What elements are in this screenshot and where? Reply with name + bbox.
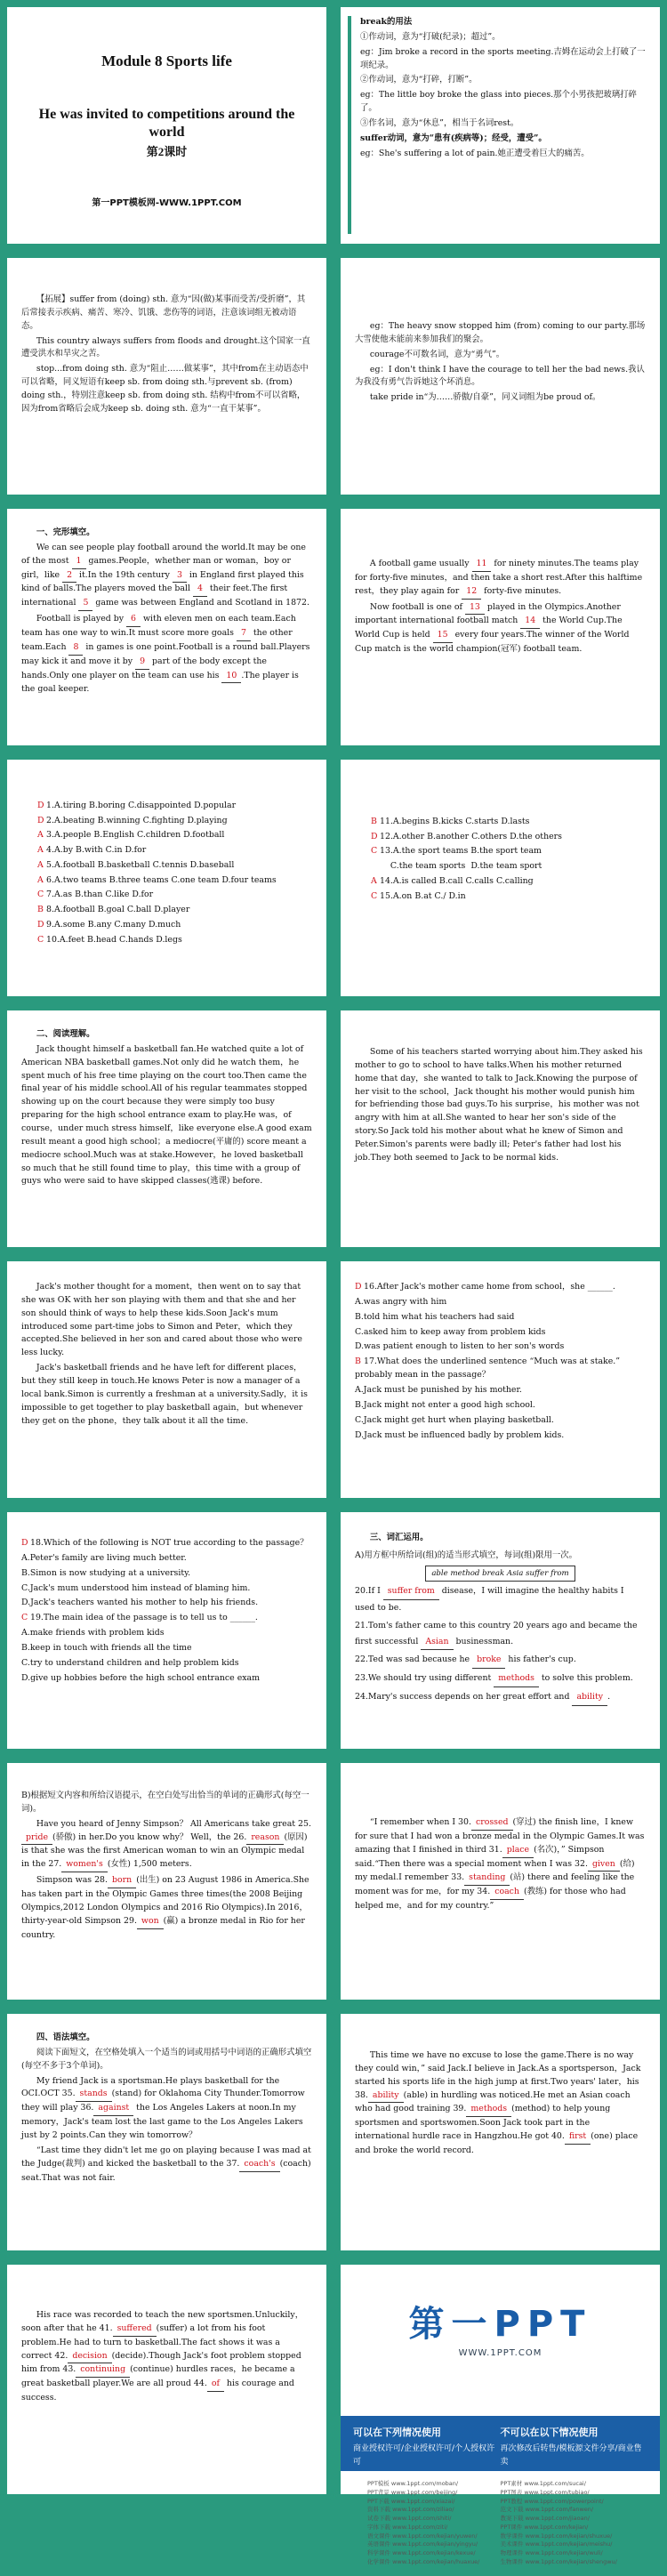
sentence: 21.Tom's father came to this country 20 years ago and became the first successful Asian businessman. xyxy=(355,1618,646,1651)
slide-grammar-fill-2 xyxy=(341,2014,660,2250)
slide-break-usage xyxy=(341,7,660,244)
answer-28[interactable]: born xyxy=(108,1874,136,1888)
question-option[interactable]: D.give up hobbies before the high school entrance exam xyxy=(21,1672,261,1683)
answer-38[interactable]: ability xyxy=(368,2089,404,2104)
blank-13[interactable]: 13 xyxy=(465,601,485,616)
site-credit: 第一PPT模板网-WWW.1PPT.COM xyxy=(92,198,242,209)
answer-40[interactable]: first xyxy=(565,2130,591,2145)
resource-link[interactable]: 试卷下载 www.1ppt.com/shiti/ xyxy=(367,2515,452,2522)
blank-11[interactable]: 11 xyxy=(472,558,492,572)
resource-link[interactable]: 字体下载 www.1ppt.com/ziti/ xyxy=(367,2523,448,2531)
passage: Some of his teachers started worrying about him.They asked his mother to go to school to have talks.When his mother returned home that day，she wanted to talk to Jack.Knowing the purpose of her visit to the school，Jack thought his mother would punish him for befriending those bad guys.To his surprise，his mother was not angry with him at all.She wanted to hear her son's side of the story.So Jack told his mother about what he knew of Simon and Peter.Simon's parents were badly ill; Peter's father had lost his job.They both seemed to Jack to be normal kids. xyxy=(355,1047,643,1163)
option-row[interactable]: D 2.A.beating B.winning C.fighting D.playing xyxy=(37,815,228,825)
brand-logo: 第一PPT xyxy=(408,2304,592,2345)
passage: Football is played by 6 with eleven men on each team.Each team has one way to win.It must score more goals 7 the other team.Each 8 in games is one point.Football is a round ball.Players may kick it and move it by 9 part of the body except the hands.Only one player on the team can use his 10 .The player is the goal keeper. xyxy=(21,614,310,695)
slide-reading-2 xyxy=(341,1010,660,1247)
option-row[interactable]: A 6.A.two teams B.three teams C.one team D.four teams xyxy=(37,874,277,885)
paragraph: 【拓展】suffer from (doing) sth. 意为“因(做)某事而受苦/受折磨”，其后常接表示疾病、痛苦、寒冷、饥饿、悲伤等的词语，注意该词组无被动语态。 xyxy=(21,294,306,331)
answer-31[interactable]: place xyxy=(502,1844,534,1858)
instruction: 阅读下面短文，在空格处填入一个适当的词或用括号中词语的正确形式填空(每空不多于3个单词)。 xyxy=(21,2047,312,2071)
passage: This time we have no excuse to lose the game.There is no way they could win，” said Jack.I believe in Jack.As a sportsperson，Jack started his sports life in the high jump at first.Two years' later，his 38. ability (able) in hurdling was noticed.He met an Asian coach who had good training 39. methods (method) to help young sportsmen and sportswomen.Soon Jack took part in the international hurdle race in Hangzhou.He got 40. first (one) place and broke the world record. xyxy=(355,2050,641,2156)
text-line: eg：She's suffering a lot of pain.她正遭受着巨大的痛苦。 xyxy=(360,148,590,158)
question-option[interactable]: B.Jack might not enter a good high school. xyxy=(355,1399,535,1410)
answer-30[interactable]: crossed xyxy=(471,1816,513,1831)
question-option[interactable]: D.Jack's teachers wanted his mother to help his friends. xyxy=(21,1598,259,1608)
slide-cloze-1 xyxy=(7,509,326,745)
slide-reading-1 xyxy=(7,1010,326,1247)
passage: “Last time they didn't let me go on playing because I was mad at the Judge(裁判) and kicked the basketball to the 37. coach's (coach) seat.That was not fair. xyxy=(21,2145,311,2183)
question: C 19.The main idea of the passage is to tell us to ______. xyxy=(21,1613,258,1623)
passage: Have you heard of Jenny Simpson？ All Americans take great 25.pride (骄傲) in her.Do you know why？ Well，the 26. reason (原因) is that she was the first American woman to win an Olympic medal in the 27. women's (女性) 1,500 meters. xyxy=(21,1818,312,1872)
instruction: B)根据短文内容和所给汉语提示，在空白处写出恰当的单词的正确形式(每空一词)。 xyxy=(21,1791,309,1814)
question: D 16.After Jack's mother came home from school，she ______. xyxy=(355,1282,615,1292)
option-row[interactable]: D 12.A.other B.another C.others D.the others xyxy=(371,831,562,841)
passage: My friend Jack is a sportsman.He plays basketball for the OCI.OCT 35. stands (stand) for Oklahoma City Thunder.Tomorrow they will play 36. against the Los Angeles Lakers at noon.In my memory，Jack's team lost the last game to the Los Angeles Lakers just by 2 points.Can they win tomorrow？ xyxy=(21,2075,305,2141)
answer-21[interactable]: Asian xyxy=(421,1634,453,1651)
license-band xyxy=(341,2416,660,2471)
resource-link[interactable]: 英语课件 www.1ppt.com/kejian/yingyu/ xyxy=(367,2540,478,2548)
option-row[interactable]: A 5.A.football B.basketball C.tennis D.baseball xyxy=(37,859,235,870)
slide-passage-fill-2 xyxy=(341,1763,660,2000)
slide-options-2 xyxy=(341,760,660,996)
option-row[interactable]: A 3.A.people B.English C.children D.football xyxy=(37,830,225,841)
blank-5[interactable]: 5 xyxy=(78,597,92,611)
answer-20[interactable]: suffer from xyxy=(383,1583,439,1600)
question-option[interactable]: A.was angry with him xyxy=(355,1296,447,1307)
brand-url[interactable]: WWW.1PPT.COM xyxy=(458,2348,542,2358)
text-line: eg：The little boy broke the glass into pieces.那个小男孩把玻璃打碎了。 xyxy=(360,90,637,114)
answer-27[interactable]: women's xyxy=(61,1858,108,1872)
paragraph: stop...from doing sth. 意为“阻止……做某事”，其中from在主动语态中可以省略，同义短语有keep sb. from doing sth.与prevent sb. (from) doing sth.，特别注意keep sb. from doing sth. 结构中from不可以省略，因为from省略后会成为keep sb. doing sth. 意为“一直干某事”。 xyxy=(21,364,309,414)
passage: We can see people play football around the world.It may be one of the most 1 games.People，whether man or woman，boy or girl，like 2 it.In the 19th century 3 in England first played this kind of balls.The players moved the ball 4 their feet.The first international 5 game was between England and Scotland in 1872. xyxy=(21,542,312,611)
answer-36[interactable]: against xyxy=(93,2102,133,2116)
answer-37[interactable]: coach's xyxy=(239,2158,279,2172)
question-option[interactable]: C.asked him to keep away from problem kids xyxy=(355,1326,546,1337)
blank-7[interactable]: 7 xyxy=(237,627,251,641)
answer-23[interactable]: methods xyxy=(494,1670,539,1687)
answer-44[interactable]: of xyxy=(207,2378,224,2392)
text-line: break的用法 xyxy=(360,17,413,27)
blank-3[interactable]: 3 xyxy=(173,569,187,584)
resource-link[interactable]: 化学课件 www.1ppt.com/kejian/huaxue/ xyxy=(367,2557,480,2565)
question-option[interactable]: A.Jack must be punished by his mother. xyxy=(355,1385,522,1396)
resource-link[interactable]: PPT教程 www.1ppt.com/powerpoint/ xyxy=(500,2497,604,2505)
answer-43[interactable]: continuing xyxy=(76,2363,130,2378)
question-option[interactable]: D.was patient enough to listen to her son's words xyxy=(355,1341,565,1352)
resource-link[interactable]: PPT课件 www.1ppt.com/kejian/ xyxy=(500,2523,589,2531)
question-option[interactable]: D.Jack must be influenced badly by problem kids. xyxy=(355,1429,565,1440)
slide-passage-fill-1 xyxy=(7,1763,326,2000)
slide-grammar-fill-1 xyxy=(7,2014,326,2250)
passage: Simpson was 28. born (出生) on 23 August 1986 in America.She has taken part in the Olympic Games three times(the 2008 Beijing Olympics,2012 London Olympics and 2016 Rio Olympics).In 2016，thirty-year-old Simpson 29. won (赢) a bronze medal in Rio for her country. xyxy=(21,1875,309,1940)
slide-questions-16-17 xyxy=(341,1261,660,1498)
answer-24[interactable]: ability xyxy=(572,1689,607,1706)
passage: His race was recorded to teach the new sportsmen.Unluckily，soon after that he 41. suffered (suffer) a lot from his foot problem.He had to turn to basketball.The fact shows it was a correct 42. decision (decide).Though Jack's foot problem stopped him from 43. continuing (continue) hurdles races，he became a great basketball player.We are all proud 44. of his courage and success. xyxy=(21,2310,304,2403)
resource-link[interactable]: 教案下载 www.1ppt.com/jiaoan/ xyxy=(500,2515,590,2522)
link-list xyxy=(341,2471,660,2576)
resource-link[interactable]: 科学课件 www.1ppt.com/kejian/kexue/ xyxy=(367,2549,476,2556)
paragraph: take pride in“为……骄傲/自豪”，同义词组为be proud of。 xyxy=(369,392,601,403)
allowed-text: 商业授权许可/企业授权许可/个人授权许可 xyxy=(353,2444,495,2467)
instruction: A)用方框中所给词(组)的适当形式填空，每词(组)限用一次。 xyxy=(355,1550,578,1560)
resource-link[interactable]: 资料下载 www.1ppt.com/ziliao/ xyxy=(367,2506,454,2514)
slide-cloze-2 xyxy=(341,509,660,745)
text-line: ②作动词，意为“打碎，打断”。 xyxy=(360,75,478,85)
resource-link[interactable]: PPT下载 www.1ppt.com/xiazai/ xyxy=(367,2497,455,2505)
option-row[interactable]: C 13.A.the sport teams B.the sport team xyxy=(371,846,542,857)
question-option[interactable]: C.Jack's mum understood him instead of blaming him. xyxy=(21,1582,251,1593)
blank-14[interactable]: 14 xyxy=(520,615,540,629)
slide-reading-3 xyxy=(7,1261,326,1498)
slide-options-1 xyxy=(7,760,326,996)
blank-12[interactable]: 12 xyxy=(462,585,481,600)
question-option[interactable]: A.Peter's family are living much better. xyxy=(21,1552,187,1563)
passage: A football game usually 11 for ninety minutes.The teams play for forty-five minutes，and then take a short rest.After this halftime rest，they play again for 12 forty-five minutes. xyxy=(355,558,646,600)
text-line: ③作名词，意为“休息”，相当于名词rest。 xyxy=(360,118,519,129)
blank-2[interactable]: 2 xyxy=(62,569,76,584)
passage: Jack's mother thought for a moment，then went on to say that she was OK with her son playing with them and that she and her son should think of ways to help these kids.Soon Jack's mum introduced some part-time jobs to Simon and Peter，which they accepted.She believed in her son and cared about those who were less lucky. xyxy=(21,1282,302,1358)
answer-35[interactable]: stands xyxy=(76,2088,112,2102)
option-row[interactable]: C 7.A.as B.than C.like D.for xyxy=(37,890,154,900)
paragraph: eg：I don't think I have the courage to tell her the bad news.我认为我没有勇气告诉她这个坏消息。 xyxy=(355,364,645,388)
question-option[interactable]: B.told him what his teachers had said xyxy=(355,1311,515,1322)
answer-29[interactable]: won xyxy=(137,1915,164,1929)
blank-15[interactable]: 15 xyxy=(433,629,453,643)
question-option[interactable]: A.make friends with problem kids xyxy=(21,1628,165,1638)
blank-6[interactable]: 6 xyxy=(126,613,141,627)
section-heading: 一、完形填空。 xyxy=(36,527,95,537)
slide-logo xyxy=(341,2265,660,2565)
blank-10[interactable]: 10 xyxy=(221,670,241,684)
slide-suffer-from xyxy=(7,258,326,495)
resource-link[interactable]: 范文下载 www.1ppt.com/fanwen/ xyxy=(500,2506,594,2514)
question-option[interactable]: C.Jack might get hurt when playing basketball. xyxy=(355,1414,554,1425)
question: D 18.Which of the following is NOT true according to the passage？ xyxy=(21,1538,309,1548)
resource-link[interactable]: 美术课件 www.1ppt.com/kejian/meishu/ xyxy=(500,2540,613,2548)
resource-link[interactable]: PPT模板 www.1ppt.com/moban/ xyxy=(367,2480,459,2487)
passage: Jack thought himself a basketball fan.He watched quite a lot of American NBA basketball games.Not only did he watch them，he spent much of his free time playing on the court too.Then came the final year of his middle school.All of his regular teammates stopped showing up on the court because they were simply too busy preparing for the high school entrance exam to play.He was，of course，under much stress himself，like everyone else.A good exam result meant a good high school；a mediocre(平庸的) score meant a mediocre school.Much was at stake.However，he loved basketball so much that he still found time to play，this time with a group of guys who were said to have skipped classes(逃课) before. xyxy=(21,1043,312,1187)
sentence: 23.We should try using different methods to solve this problem. xyxy=(355,1670,646,1687)
sentence: 20.If I suffer from disease，I will imagine the healthy habits I used to be. xyxy=(355,1583,646,1616)
question: B 17.What does the underlined sentence “Much was at stake.” probably mean in the passage？ xyxy=(355,1356,621,1381)
slide-examples xyxy=(341,258,660,495)
answer-41[interactable]: suffered xyxy=(113,2322,157,2337)
section-heading: 三、词汇运用。 xyxy=(369,1533,429,1542)
allowed-title: 可以在下列情况使用 xyxy=(353,2427,441,2438)
answer-42[interactable]: decision xyxy=(68,2350,111,2364)
resource-link[interactable]: 物理课件 www.1ppt.com/kejian/wuli/ xyxy=(500,2549,603,2556)
answer-22[interactable]: broke xyxy=(472,1652,505,1669)
resource-link[interactable]: 生物课件 www.1ppt.com/kejian/shengwu/ xyxy=(500,2557,617,2565)
answer-26[interactable]: reason xyxy=(246,1831,284,1846)
option-row[interactable]: C 10.A.feet B.head C.hands D.legs xyxy=(37,934,182,945)
sentence: 22.Ted was sad because he broke his father's cup. xyxy=(355,1652,646,1669)
paragraph: This country always suffers from floods and drought.这个国家一直遭受洪水和旱灾之苦。 xyxy=(21,335,310,359)
option-row[interactable]: B 8.A.football B.goal C.ball D.player xyxy=(37,905,190,915)
passage: “I remember when I 30. crossed (穿过) the finish line，I knew for sure that I had won a bronze medal in the Olympic Games.It was amazing that I finished in third 31. place (名次)，” Simpson said.“Then there was a special moment when I was 32. given (给) my medal.I remember 33. standing (站) there and feeling like the moment was for me，for my 34. coach (教练) for those who had helped me，and for my country.” xyxy=(355,1817,645,1912)
lesson-number: 第2课时 xyxy=(146,144,188,158)
option-row[interactable]: C.the team sports D.the team sport xyxy=(380,861,542,872)
resource-link[interactable]: PPT素材 www.1ppt.com/sucai/ xyxy=(500,2480,586,2487)
option-row[interactable]: C 15.A.on B.at C./ D.in xyxy=(371,890,466,901)
section-heading: 四、语法填空。 xyxy=(36,2033,95,2042)
text-line: eg：Jim broke a record in the sports meeting.吉姆在运动会上打破了一项纪录。 xyxy=(360,46,646,70)
slide-questions-18-19 xyxy=(7,1512,326,1749)
module-heading: Module 8 Sports life xyxy=(101,52,232,69)
slide-title xyxy=(7,7,326,244)
sentence: 24.Mary's success depends on her great effort and ability . xyxy=(355,1689,646,1706)
blank-4[interactable]: 4 xyxy=(193,583,207,597)
passage: Jack's basketball friends and he have left for different places，but they still keep in touch.He knows Peter is now a manager of a local bank.Simon is currently a freshman at a university.Sadly，it is impossible to get together to play basketball again，but whenever they get on the phone，they talk about it all the time. xyxy=(21,1363,308,1426)
option-row[interactable]: D 1.A.tiring B.boring C.disappointed D.popular xyxy=(37,801,237,810)
logo-area xyxy=(341,2265,660,2416)
blank-9[interactable]: 9 xyxy=(135,656,149,670)
option-row[interactable]: B 11.A.begins B.kicks C.starts D.lasts xyxy=(371,817,530,826)
resource-link[interactable]: 数学课件 www.1ppt.com/kejian/shuxue/ xyxy=(500,2532,613,2540)
question-option[interactable]: B.keep in touch with friends all the time xyxy=(21,1643,192,1654)
text-line: suffer动词，意为“患有(疾病等)；经受，遭受”。 xyxy=(360,133,547,143)
blank-8[interactable]: 8 xyxy=(68,641,83,656)
word-box: able method break Asia suffer from xyxy=(425,1566,575,1582)
passage: Now football is one of 13 played in the Olympics.Another important international football match 14 the World Cup.The World Cup is held 15 every four years.The winner of the World Cup match is the world champion(冠军) football team. xyxy=(355,601,630,655)
question-option[interactable]: B.Simon is now studying at a university. xyxy=(21,1567,191,1578)
answer-34[interactable]: coach xyxy=(490,1886,524,1900)
blank-1[interactable]: 1 xyxy=(72,555,86,569)
lesson-title: He was invited to competitions around the world xyxy=(38,106,295,140)
question-option[interactable]: C.try to understand children and help problem kids xyxy=(21,1657,239,1668)
answer-32[interactable]: given xyxy=(588,1858,620,1872)
slide-vocabulary xyxy=(341,1512,660,1749)
resource-link[interactable]: PPT图表 www.1ppt.com/tubiao/ xyxy=(500,2488,590,2496)
slide-grammar-fill-3 xyxy=(7,2265,326,2494)
resource-link[interactable]: 语文课件 www.1ppt.com/kejian/yuwen/ xyxy=(367,2532,478,2540)
answer-33[interactable]: standing xyxy=(464,1872,510,1886)
option-row[interactable]: D 9.A.some B.any C.many D.much xyxy=(37,919,181,930)
answer-25[interactable]: pride xyxy=(21,1831,52,1846)
answer-39[interactable]: methods xyxy=(466,2103,511,2117)
forbidden-text: 再次修改后转售/模板源文件分享/商业售卖 xyxy=(500,2444,642,2467)
section-heading: 二、阅读理解。 xyxy=(36,1029,95,1039)
forbidden-title: 不可以在以下情况使用 xyxy=(500,2427,599,2438)
option-row[interactable]: A 14.A.is called B.call C.calls C.calling xyxy=(371,875,534,886)
paragraph: eg：The heavy snow stopped him (from) coming to our party.那场大雪使他未能前来参加我们的聚会。 xyxy=(355,321,646,344)
text-line: ①作动词，意为“打破(纪录)；超过”。 xyxy=(360,31,501,42)
option-row[interactable]: A 4.A.by B.with C.in D.for xyxy=(37,845,147,856)
paragraph: courage不可数名词，意为“勇气”。 xyxy=(369,349,505,359)
resource-link[interactable]: PPT背景 www.1ppt.com/beijing/ xyxy=(367,2488,458,2496)
